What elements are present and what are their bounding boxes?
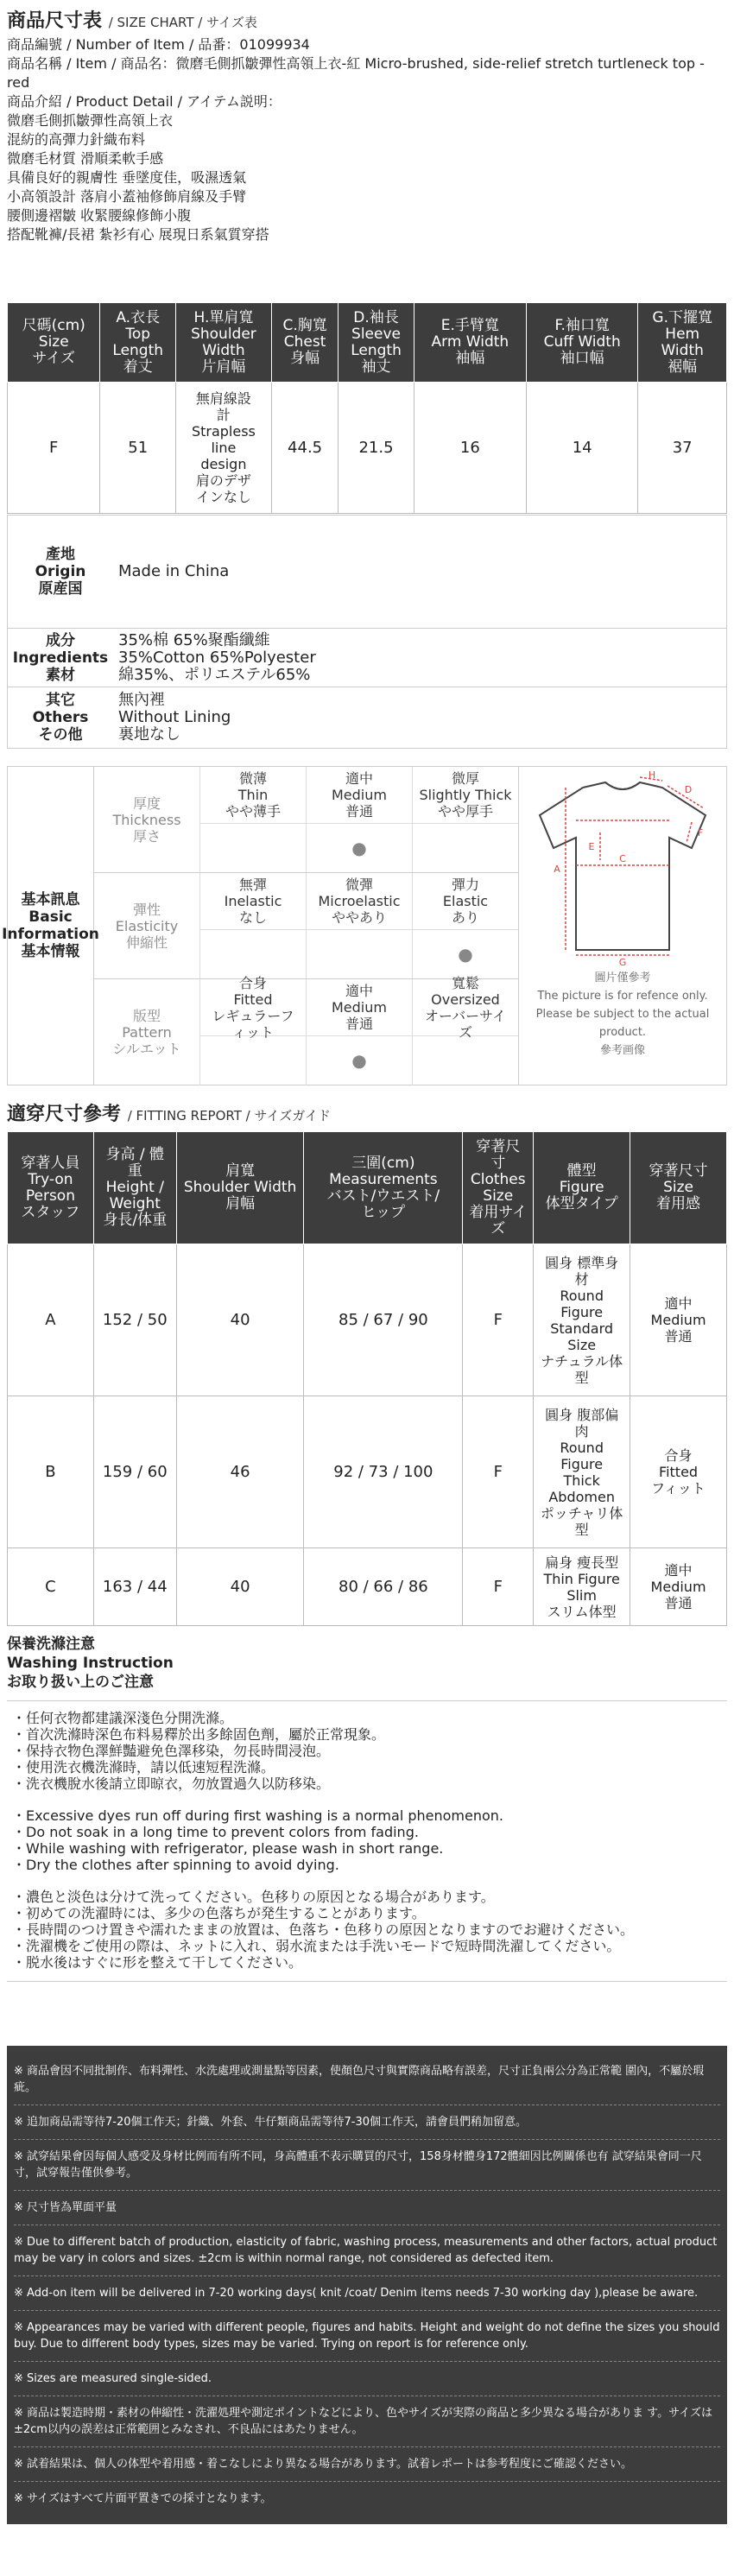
cell-sleeve: 21.5 bbox=[339, 383, 414, 514]
size-table-header bbox=[8, 303, 727, 383]
origin-value: Made in China bbox=[118, 562, 230, 580]
meta-line: 商品名稱 / Item / 商品名：微磨毛側抓皺彈性高領上衣-紅 Micro-brushed, side-relief stretch turtleneck top - red bbox=[7, 55, 705, 91]
th-sleeve-length: D.袖長 Sleeve Length 袖丈 bbox=[339, 303, 414, 383]
list-item: ・長時間のつけ置きや濡れたままの放置は、色落ち・色移りの原因となりますのでお避けください。 bbox=[12, 1921, 635, 1938]
cell-measurements: 80 / 66 / 86 bbox=[304, 1548, 463, 1626]
cell-clothes-size: F bbox=[463, 1244, 534, 1396]
others-value: 無內裡 Without Lining 裏地なし bbox=[118, 691, 231, 744]
note-item: ※ 追加商品需等待7-20個工作天；針織、外套、牛仔類商品需等待7-30個工作天，請會員們稍加留意。 bbox=[14, 2105, 720, 2140]
cell-height-weight: 163 / 44 bbox=[93, 1548, 176, 1626]
selection-dot bbox=[200, 1036, 306, 1085]
cell-shoulder: 40 bbox=[176, 1548, 304, 1626]
fitting-title-text: 適穿尺寸參考 bbox=[7, 1104, 122, 1125]
list-item: ・濃色と淡色は分けて洗ってください。色移りの原因となる場合があります。 bbox=[12, 1889, 495, 1905]
cell-size: F bbox=[8, 383, 100, 514]
others-label: 其它 Others その他 bbox=[32, 692, 89, 744]
note-item: ※ サイズはすべて片面平置きでの採寸となります。 bbox=[14, 2492, 272, 2505]
th-height-weight: 身高 / 體 重 Height / Weight 身長/体重 bbox=[93, 1132, 176, 1244]
list-item: ・使用洗衣機洗滌時，請以低速短程洗滌。 bbox=[12, 1759, 275, 1775]
note-item: ※ 試穿結果會因每個人感受及身材比例而有所不同，身高體重不表示購買的尺寸，158身材體身172體細因比例關係也有 試穿結果會同一尺寸，試穿報告僅供參考。 bbox=[14, 2140, 720, 2191]
cell-arm: 16 bbox=[414, 383, 526, 514]
label-e: E bbox=[588, 841, 595, 852]
washing-title: 保養洗滌注意 Washing Instruction お取り扱い上のご注意 bbox=[7, 1636, 174, 1691]
pattern-option-medium: 適中 Medium 普通 ● bbox=[307, 979, 413, 1085]
cell-hem: 37 bbox=[638, 383, 727, 514]
meta-line: 小高領設計 落肩小蓋袖修飾肩線及手臂 bbox=[7, 188, 247, 205]
cell-cuff: 14 bbox=[526, 383, 637, 514]
material-info bbox=[7, 515, 727, 749]
th-size: 尺碼(cm) Size サイズ bbox=[8, 303, 100, 383]
th-hem-width: G.下擺寬 Hem Width 裾幅 bbox=[638, 303, 727, 383]
size-chart-subtitle: / SIZE CHART / サイズ表 bbox=[108, 15, 257, 30]
fabric-attribute-grid bbox=[94, 767, 519, 1085]
meta-line: 商品編號 / Number of Item / 品番：01099934 bbox=[7, 36, 310, 53]
th-fit: 穿著尺寸 Size 着用感 bbox=[630, 1132, 727, 1244]
washing-instructions bbox=[7, 1635, 727, 1982]
meta-line: 腰側邊褶皺 收緊腰線修飾小腹 bbox=[7, 207, 192, 224]
thickness-option-thin: 微薄 Thin やや薄手 bbox=[200, 767, 307, 872]
meta-line: 微磨毛側抓皺彈性高領上衣 bbox=[7, 112, 174, 129]
pattern-row bbox=[94, 974, 518, 1085]
th-arm-width: E.手臂寬 Arm Width 袖幅 bbox=[414, 303, 526, 383]
label-g: G bbox=[618, 957, 627, 968]
cell-clothes-size: F bbox=[463, 1396, 534, 1548]
th-chest: C.胸寬 Chest 身幅 bbox=[271, 303, 338, 383]
note-item: ※ 商品會因不同批制作、布料彈性、水洗處理或測量點等因素，使顏色尺寸與實際商品略有誤差，尺寸正負兩公分為正常範 圍內，不屬於瑕疵。 bbox=[14, 2054, 720, 2105]
th-shoulder: 肩寬 Shoulder Width 肩幅 bbox=[176, 1132, 304, 1244]
disclaimer-notes bbox=[7, 2046, 727, 2524]
note-item: ※ Due to different batch of production, elasticity of fabric, washing process, measurements and other factors, actual product may be vary in colors and sizes. ±2cm is within normal range, not considered as defected item. bbox=[14, 2225, 720, 2276]
cell-shoulder: 40 bbox=[176, 1244, 304, 1396]
thickness-label: 厚度 Thickness 厚さ bbox=[94, 767, 200, 872]
size-chart-title bbox=[7, 9, 727, 35]
origin-row bbox=[8, 516, 726, 629]
ingredients-row bbox=[8, 629, 726, 687]
selection-dot bbox=[200, 930, 306, 978]
table-row bbox=[8, 383, 727, 514]
others-row bbox=[8, 687, 726, 748]
ingredients-value: 35%棉 65%聚酯纖維 35%Cotton 65%Polyester 綿35%、ポリエステル65% bbox=[118, 630, 316, 684]
fitting-subtitle: / FITTING REPORT / サイズガイド bbox=[127, 1108, 331, 1123]
size-chart-title-text: 商品尺寸表 bbox=[7, 10, 103, 32]
ingredients-label: 成分 Ingredients 素材 bbox=[12, 631, 109, 684]
pattern-label: 版型 Pattern シルエット bbox=[94, 979, 200, 1085]
cell-height-weight: 159 / 60 bbox=[93, 1396, 176, 1548]
cell-fit: 合身 Fitted フィット bbox=[630, 1396, 727, 1548]
note-item: ※ 尺寸皆為單面平量 bbox=[14, 2191, 720, 2225]
cell-figure: 圓身 標準身 材 Round Figure Standard Size ナチュラル体 型 bbox=[534, 1244, 630, 1396]
pattern-option-oversized: 寬鬆 Oversized オーバーサイ ズ bbox=[413, 979, 518, 1085]
cell-person: B bbox=[8, 1396, 94, 1548]
basic-info-label: 基本訊息 Basic Information 基本情報 bbox=[8, 767, 94, 1085]
note-item: ※ Sizes are measured single-sided. bbox=[14, 2362, 720, 2396]
selection-dot bbox=[200, 824, 306, 872]
list-item: ・While washing with refrigerator, please wash in short range. bbox=[12, 1840, 444, 1857]
list-item: ・Do not soak in a long time to prevent colors from fading. bbox=[12, 1824, 419, 1840]
label-f: F bbox=[697, 827, 704, 839]
cell-person: C bbox=[8, 1548, 94, 1626]
th-cuff-width: F.袖口寬 Cuff Width 袖口幅 bbox=[526, 303, 637, 383]
table-row bbox=[8, 1396, 727, 1548]
selection-dot: ● bbox=[458, 943, 473, 965]
cell-person: A bbox=[8, 1244, 94, 1396]
origin-label: 產地 Origin 原産国 bbox=[35, 546, 86, 598]
thickness-row bbox=[94, 767, 518, 873]
table-row bbox=[8, 1244, 727, 1396]
thickness-option-medium: 適中 Medium 普通 ● bbox=[307, 767, 413, 872]
elasticity-option-inelastic: 無彈 Inelastic なし bbox=[200, 873, 307, 978]
label-h: H bbox=[648, 770, 656, 781]
cell-height-weight: 152 / 50 bbox=[93, 1244, 176, 1396]
note-item: ※ 商品は製造時期・素材の伸縮性・洗濯処理や測定ポイントなどにより、色やサイズが実際の商品と多少異なる場合がありま す。サイズは±2cm以内の誤差は正常範囲とみなされ、不良品にはあたりません。 bbox=[14, 2396, 720, 2447]
note-item: ※ 試着結果は、個人の体型や着用感・着こなしにより異なる場合があります。試着レポートは参考程度にご確認ください。 bbox=[14, 2447, 720, 2482]
meta-line: 混紡的高彈力針織布料 bbox=[7, 131, 146, 148]
washing-list bbox=[7, 1700, 727, 1981]
product-meta bbox=[7, 35, 727, 244]
selection-dot bbox=[413, 824, 518, 872]
note-item: ※ Appearances may be varied with different people, figures and habits. Height and weight do not define the sizes you should buy. Due to different body types, sizes may be varied. Trying on report is for reference only. bbox=[14, 2311, 720, 2362]
list-item: ・初めての洗濯時には、多少の色落ちが発生することがあります。 bbox=[12, 1905, 426, 1921]
cell-measurements: 92 / 73 / 100 bbox=[304, 1396, 463, 1548]
th-person: 穿著人員 Try-on Person スタッフ bbox=[8, 1132, 94, 1244]
list-item: ・首次洗滌時深色布料易釋於出多餘固色劑，屬於正常現象。 bbox=[12, 1726, 386, 1743]
table-row bbox=[8, 1548, 727, 1626]
selection-dot: ● bbox=[351, 837, 367, 858]
elasticity-option-elastic: 彈力 Elastic あり ● bbox=[413, 873, 518, 978]
cell-shoulder: 無肩線設 計 Strapless line design 肩のデザ インなし bbox=[175, 383, 271, 514]
pattern-option-fitted: 合身 Fitted レギュラーフ ィット bbox=[200, 979, 307, 1085]
fitting-table bbox=[7, 1131, 727, 1626]
fitting-report-title bbox=[7, 1102, 727, 1129]
list-item: ・Dry the clothes after spinning to avoid dying. bbox=[12, 1857, 339, 1873]
cell-figure: 圓身 腹部偏 肉 Round Figure Thick Abdomen ポッチャリ体 型 bbox=[534, 1396, 630, 1548]
list-item: ・洗濯機をご使用の際は、ネットに入れ、弱水流または手洗いモードで短時間洗濯してください。 bbox=[12, 1938, 621, 1954]
cell-measurements: 85 / 67 / 90 bbox=[304, 1244, 463, 1396]
cell-fit: 適中 Medium 普通 bbox=[630, 1548, 727, 1626]
cell-fit: 適中 Medium 普通 bbox=[630, 1244, 727, 1396]
list-item: ・Excessive dyes run off during first washing is a normal phenomenon. bbox=[12, 1807, 503, 1824]
th-shoulder-width: H.單肩寬 Shoulder Width 片肩幅 bbox=[175, 303, 271, 383]
selection-dot bbox=[413, 1036, 518, 1085]
list-item: ・保持衣物色澤鮮豔避免色澤移染，勿長時間浸泡。 bbox=[12, 1743, 331, 1759]
meta-line: 具備良好的親膚性 垂墜度佳，吸濕透氣 bbox=[7, 169, 247, 186]
meta-line: 搭配靴褲/長裙 紮衫有心 展現日系氣質穿搭 bbox=[7, 226, 269, 243]
cell-clothes-size: F bbox=[463, 1548, 534, 1626]
thickness-option-thick: 微厚 Slightly Thick やや厚手 bbox=[413, 767, 518, 872]
label-c: C bbox=[619, 853, 626, 864]
cell-chest: 44.5 bbox=[271, 383, 338, 514]
size-table bbox=[7, 302, 727, 514]
list-item: ・洗衣機脫水後請立即晾衣，勿放置過久以防移染。 bbox=[12, 1775, 331, 1792]
diagram-caption: 圖片僅參考 The picture is for refence only. Please be subject to the actual product. 參考画像 bbox=[535, 972, 710, 1057]
label-d: D bbox=[684, 784, 693, 795]
label-a: A bbox=[554, 864, 560, 875]
garment-diagram bbox=[519, 767, 726, 1085]
tshirt-measurement-icon bbox=[522, 770, 723, 969]
elasticity-row bbox=[94, 873, 518, 979]
cell-top-length: 51 bbox=[100, 383, 175, 514]
th-figure: 體型 Figure 体型タイプ bbox=[534, 1132, 630, 1244]
size-chart-header bbox=[7, 9, 727, 244]
fitting-table-header bbox=[8, 1132, 727, 1244]
selection-dot bbox=[307, 930, 412, 978]
note-item: ※ Add-on item will be delivered in 7-20 working days( knit /coat/ Denim items needs 7-30 working day ),please be aware. bbox=[14, 2276, 720, 2311]
th-measurements: 三圍(cm) Measurements バスト/ウエスト/ ヒップ bbox=[304, 1132, 463, 1244]
basic-information bbox=[2, 766, 727, 1085]
selection-dot: ● bbox=[351, 1050, 367, 1071]
elasticity-label: 彈性 Elasticity 伸縮性 bbox=[94, 873, 200, 978]
elasticity-option-micro: 微彈 Microelastic ややあり bbox=[307, 873, 413, 978]
cell-shoulder: 46 bbox=[176, 1396, 304, 1548]
meta-line: 商品介紹 / Product Detail / アイテム説明： bbox=[7, 93, 282, 110]
th-clothes-size: 穿著尺 寸 Clothes Size 着用サイ ズ bbox=[463, 1132, 534, 1244]
cell-figure: 扁身 瘦長型 Thin Figure Slim スリム体型 bbox=[534, 1548, 630, 1626]
list-item: ・脱水後はすぐに形を整えて干してください。 bbox=[12, 1954, 303, 1971]
list-item: ・任何衣物都建議深淺色分開洗滌。 bbox=[12, 1710, 234, 1726]
meta-line: 微磨毛材質 滑順柔軟手感 bbox=[7, 150, 164, 167]
th-top-length: A.衣長 Top Length 着丈 bbox=[100, 303, 175, 383]
